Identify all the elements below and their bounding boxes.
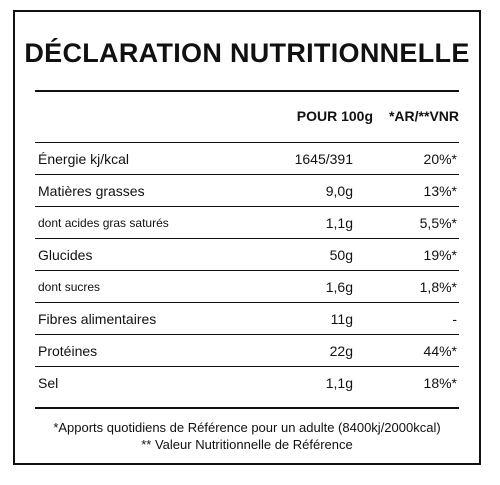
footnote-ar: *Apports quotidiens de Référence pour un adulte (8400kj/2000kcal) (53, 420, 441, 435)
row-ar: 19%* (423, 247, 457, 263)
table-row (35, 143, 459, 175)
row-name: dont sucres (38, 280, 101, 294)
row-name: Énergie kj/kcal (38, 151, 130, 167)
row-name: Matières grasses (38, 183, 145, 199)
row-ar: 1,8%* (419, 279, 457, 295)
header-ar-vnr: *AR/**VNR (388, 108, 459, 124)
row-ar: 18%* (423, 375, 457, 391)
table-row (35, 271, 459, 303)
header-per-100g: POUR 100g (296, 108, 373, 124)
row-value: 1645/391 (294, 151, 353, 167)
table-row (35, 175, 459, 207)
table-row (35, 303, 459, 335)
table-row (35, 239, 459, 271)
row-value: 1,1g (325, 215, 353, 231)
row-value: 50g (329, 247, 353, 263)
footnote-vnr: ** Valeur Nutritionnelle de Référence (141, 437, 353, 452)
row-ar: 44%* (423, 343, 457, 359)
nutrition-panel (13, 10, 481, 465)
row-value: 9,0g (325, 183, 353, 199)
row-name: Fibres alimentaires (38, 311, 157, 327)
title-divider (35, 90, 459, 92)
row-ar: 13%* (423, 183, 457, 199)
row-name: dont acides gras saturés (38, 216, 169, 230)
row-ar: - (452, 311, 457, 327)
row-ar: 20%* (423, 151, 457, 167)
row-ar: 5,5%* (419, 215, 457, 231)
row-value: 11g (330, 311, 353, 327)
table-row (35, 207, 459, 239)
row-value: 22g (329, 343, 353, 359)
footer-divider (35, 407, 459, 409)
panel-title: DÉCLARATION NUTRITIONNELLE (24, 38, 470, 68)
table-row (35, 335, 459, 367)
row-value: 1,6g (325, 279, 353, 295)
table-row (35, 367, 459, 399)
row-name: Sel (38, 375, 59, 391)
row-name: Protéines (38, 343, 98, 359)
row-value: 1,1g (325, 375, 353, 391)
row-name: Glucides (38, 247, 93, 263)
nutrition-table (35, 143, 459, 399)
